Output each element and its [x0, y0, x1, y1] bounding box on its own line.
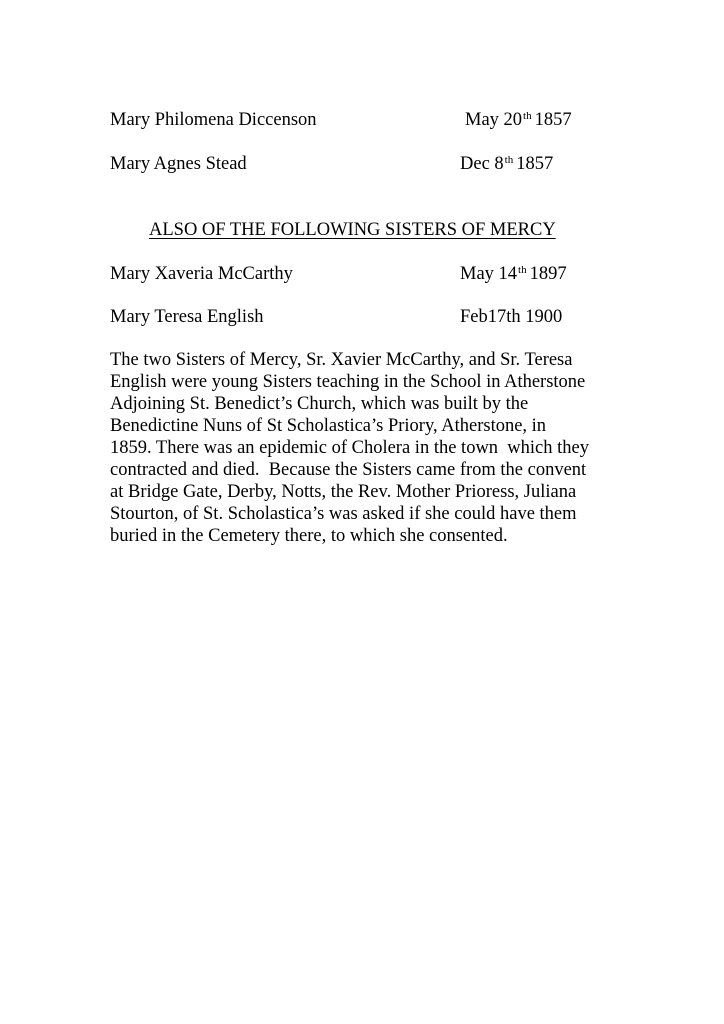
paragraph-line: at Bridge Gate, Derby, Notts, the Rev. Mother Prioress, Juliana: [110, 482, 577, 502]
date-day: May 20: [465, 110, 523, 130]
entry-date: Feb17th 1900: [460, 307, 563, 327]
paragraph-line: buried in the Cemetery there, to which she consented.: [110, 526, 508, 546]
date-year: 1857: [534, 110, 572, 130]
paragraph-line: English were young Sisters teaching in the School in Atherstone: [110, 372, 586, 392]
entry-name: Mary Xaveria McCarthy: [110, 264, 293, 284]
entry-date: [460, 153, 553, 175]
date-ordinal: th: [518, 264, 527, 276]
paragraph-line: The two Sisters of Mercy, Sr. Xavier McCarthy, and Sr. Teresa: [110, 350, 573, 370]
date-day: May 14: [460, 264, 518, 284]
entry-name: Mary Agnes Stead: [110, 154, 247, 174]
paragraph-line: contracted and died. Because the Sisters came from the convent: [110, 460, 587, 480]
date-year: 1857: [516, 154, 554, 174]
entry-date: [460, 263, 567, 285]
paragraph-line: Adjoining St. Benedict’s Church, which was built by the: [110, 394, 529, 414]
date-ordinal: th: [504, 154, 514, 166]
date-year: 1897: [529, 264, 567, 284]
entry-date: [465, 109, 572, 131]
date-ordinal: th: [523, 110, 532, 122]
body-paragraph: [110, 349, 630, 547]
paragraph-line: Stourton, of St. Scholastica’s was asked if she could have them: [110, 504, 577, 524]
entry-name: Mary Teresa English: [110, 307, 264, 327]
paragraph-line: 1859. There was an epidemic of Cholera in the town which they: [110, 438, 589, 458]
date-day: Dec 8: [460, 154, 504, 174]
paragraph-line: Benedictine Nuns of St Scholastica’s Priory, Atherstone, in: [110, 416, 547, 436]
section-heading: ALSO OF THE FOLLOWING SISTERS OF MERCY: [149, 220, 556, 240]
entry-name: Mary Philomena Diccenson: [110, 110, 317, 130]
